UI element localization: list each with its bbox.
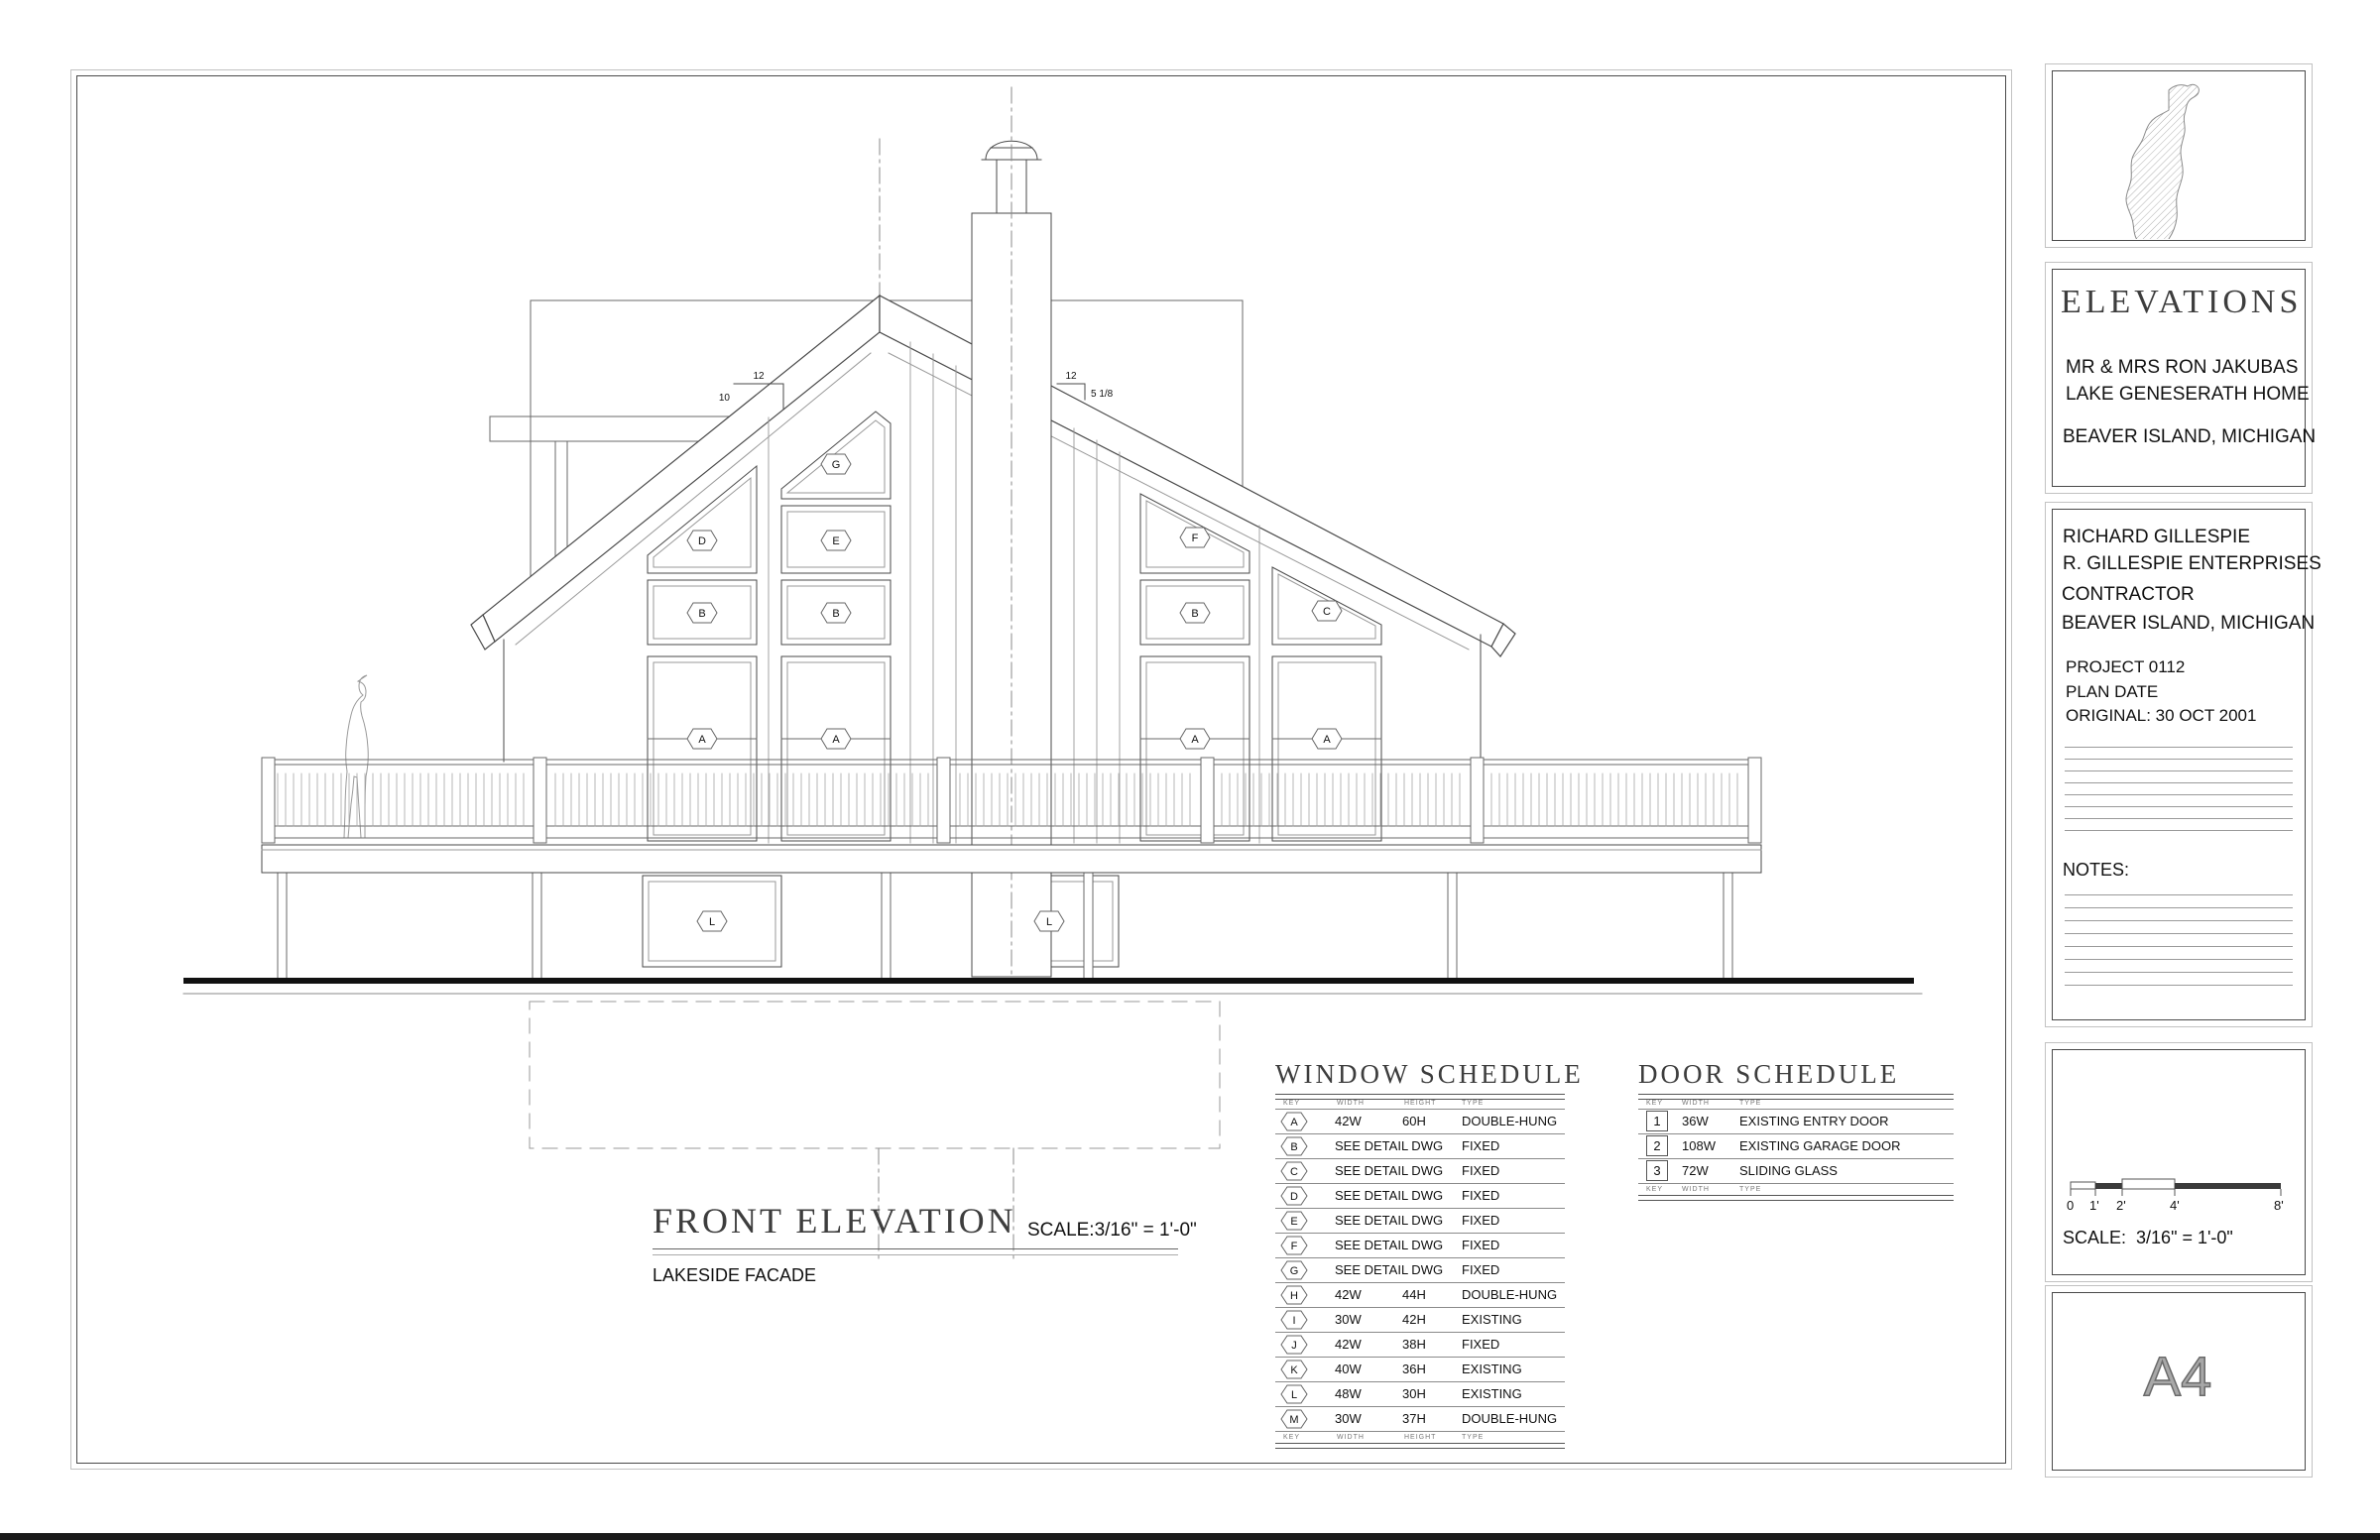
pitch-right-rise: 5 1/8 (1091, 389, 1114, 400)
window-width: SEE DETAIL DWG (1335, 1213, 1444, 1228)
svg-text:B: B (1290, 1141, 1298, 1153)
door-width: 108W (1682, 1138, 1716, 1153)
drawing-title-underline (653, 1248, 1178, 1255)
window-width: 30W (1335, 1312, 1362, 1327)
contractor-line-4: BEAVER ISLAND, MICHIGAN (2062, 613, 2316, 634)
svg-text:K: K (1290, 1364, 1298, 1376)
island-shape (2126, 84, 2199, 239)
col-width: WIDTH (1682, 1100, 1710, 1107)
window-type: FIXED (1462, 1337, 1500, 1352)
door-type: EXISTING GARAGE DOOR (1739, 1138, 1901, 1153)
tag-l: L (708, 916, 716, 928)
door-type: SLIDING GLASS (1739, 1163, 1838, 1178)
door-type: EXISTING ENTRY DOOR (1739, 1114, 1889, 1128)
window-schedule-row (1275, 1406, 1565, 1431)
col-key: KEY (1646, 1186, 1664, 1193)
svg-text:L: L (1290, 1389, 1298, 1401)
window-type: EXISTING (1462, 1362, 1522, 1376)
svg-text:F: F (1290, 1241, 1298, 1252)
tag-g: G (831, 459, 841, 471)
door-key-box: 3 (1646, 1160, 1668, 1181)
contractor-line-1: RICHARD GILLESPIE (2063, 527, 2250, 547)
plan-date-value: ORIGINAL: 30 OCT 2001 (2066, 706, 2257, 725)
col-type: TYPE (1462, 1100, 1485, 1107)
col-width: WIDTH (1337, 1100, 1365, 1107)
window-width: SEE DETAIL DWG (1335, 1188, 1444, 1203)
window-height: 60H (1402, 1114, 1426, 1128)
roof-left-slope (483, 296, 880, 642)
window-schedule-row (1275, 1208, 1565, 1233)
col-type: TYPE (1462, 1434, 1485, 1441)
window-type: DOUBLE-HUNG (1462, 1411, 1558, 1426)
svg-text:I: I (1292, 1315, 1296, 1327)
window-height: 36H (1402, 1362, 1426, 1376)
client-line-1: MR & MRS RON JAKUBAS (2066, 357, 2299, 378)
window-width: SEE DETAIL DWG (1335, 1163, 1444, 1178)
window-width: SEE DETAIL DWG (1335, 1238, 1444, 1252)
col-key: KEY (1283, 1434, 1301, 1441)
client-line-3: BEAVER ISLAND, MICHIGAN (2063, 426, 2317, 447)
pitch-left-rise: 10 (718, 393, 730, 404)
window-height: 38H (1402, 1337, 1426, 1352)
window-height: 42H (1402, 1312, 1426, 1327)
col-type: TYPE (1739, 1100, 1762, 1107)
window-schedule (1275, 1059, 1584, 1441)
col-key: KEY (1283, 1100, 1301, 1107)
window-type: DOUBLE-HUNG (1462, 1114, 1558, 1128)
col-key: KEY (1646, 1100, 1664, 1107)
svg-text:D: D (1290, 1191, 1298, 1203)
col-height: HEIGHT (1404, 1434, 1437, 1441)
door-schedule (1638, 1059, 1954, 1193)
window-type: FIXED (1462, 1262, 1500, 1277)
scale-tick-0: 0 (2067, 1198, 2075, 1213)
window-type: EXISTING (1462, 1312, 1522, 1327)
door-schedule-row (1638, 1109, 1954, 1133)
pitch-right-run: 12 (1065, 371, 1077, 382)
tag-c: C (1323, 606, 1331, 618)
tag-l: L (1045, 916, 1053, 928)
tag-b: B (832, 608, 840, 620)
tag-b: B (1191, 608, 1199, 620)
door-schedule-row (1638, 1133, 1954, 1158)
svg-text:A: A (1290, 1117, 1298, 1128)
door-key-box: 1 (1646, 1111, 1668, 1131)
drawing-subtitle: LAKESIDE FACADE (653, 1265, 817, 1285)
tag-a: A (1323, 734, 1331, 746)
door-width: 36W (1682, 1114, 1709, 1128)
notes-rules (2065, 894, 2293, 991)
svg-text:E: E (1290, 1216, 1298, 1228)
window-schedule-row (1275, 1307, 1565, 1332)
door-key-box: 2 (1646, 1135, 1668, 1156)
pitch-left-run: 12 (753, 371, 765, 382)
window-schedule-row (1275, 1257, 1565, 1282)
svg-text:H: H (1290, 1290, 1298, 1302)
window-schedule-row (1275, 1282, 1565, 1307)
project-title: ELEVATIONS (2061, 284, 2303, 320)
window-type: FIXED (1462, 1238, 1500, 1252)
tag-f: F (1191, 533, 1199, 544)
window-schedule-row (1275, 1233, 1565, 1257)
col-width: WIDTH (1682, 1186, 1710, 1193)
window-height: 37H (1402, 1411, 1426, 1426)
window-type: FIXED (1462, 1213, 1500, 1228)
sheet-number: A4 (2143, 1345, 2212, 1407)
window-schedule-title: WINDOW SCHEDULE (1275, 1059, 1584, 1089)
door-schedule-row (1638, 1158, 1954, 1183)
project-number: PROJECT 0112 (2066, 657, 2186, 676)
col-width: WIDTH (1337, 1434, 1365, 1441)
svg-text:G: G (1289, 1265, 1299, 1277)
svg-text:C: C (1290, 1166, 1298, 1178)
window-type: EXISTING (1462, 1386, 1522, 1401)
plan-date-label: PLAN DATE (2066, 682, 2159, 701)
client-line-2: LAKE GENESERATH HOME (2066, 384, 2310, 405)
window-schedule-row (1275, 1183, 1565, 1208)
door-schedule-title: DOOR SCHEDULE (1638, 1059, 1900, 1089)
col-type: TYPE (1739, 1186, 1762, 1193)
svg-text:J: J (1291, 1340, 1297, 1352)
window-type: FIXED (1462, 1188, 1500, 1203)
notes-label: NOTES: (2063, 860, 2130, 880)
door-width: 72W (1682, 1163, 1709, 1178)
window-type: FIXED (1462, 1163, 1500, 1178)
drawing-title: FRONT ELEVATION (653, 1201, 1016, 1241)
window-height: 44H (1402, 1287, 1426, 1302)
window-width: 30W (1335, 1411, 1362, 1426)
window-type: DOUBLE-HUNG (1462, 1287, 1558, 1302)
tag-a: A (1191, 734, 1199, 746)
scale-tick-1: 1' (2089, 1198, 2099, 1213)
contractor-line-2: R. GILLESPIE ENTERPRISES (2063, 553, 2321, 574)
window-schedule-row (1275, 1133, 1565, 1158)
window-width: SEE DETAIL DWG (1335, 1138, 1444, 1153)
scale-tick-4: 4' (2170, 1198, 2180, 1213)
window-schedule-row (1275, 1357, 1565, 1381)
window-height: 30H (1402, 1386, 1426, 1401)
svg-text:M: M (1289, 1414, 1299, 1426)
window-schedule-row (1275, 1158, 1565, 1183)
window-schedule-row (1275, 1332, 1565, 1357)
tag-e: E (832, 535, 840, 547)
window-width: SEE DETAIL DWG (1335, 1262, 1444, 1277)
scale-tick-2: 2' (2116, 1198, 2126, 1213)
contractor-line-3: CONTRACTOR (2062, 584, 2195, 605)
deck-fascia (262, 845, 1761, 873)
tag-a: A (832, 734, 840, 746)
deck-balusters (278, 773, 1737, 826)
window-width: 40W (1335, 1362, 1362, 1376)
window-schedule-row (1275, 1381, 1565, 1406)
revision-rules (2065, 747, 2293, 832)
window-type: FIXED (1462, 1138, 1500, 1153)
col-height: HEIGHT (1404, 1100, 1437, 1107)
tag-a: A (698, 734, 706, 746)
window-width: 42W (1335, 1287, 1362, 1302)
window-width: 42W (1335, 1114, 1362, 1128)
window-schedule-row (1275, 1109, 1565, 1133)
tag-b: B (698, 608, 706, 620)
tag-d: D (698, 535, 706, 547)
foundation-dashed-outline (530, 1002, 1220, 1148)
island-map (2052, 70, 2304, 239)
scale-bar-label: SCALE: 3/16" = 1'-0" (2063, 1228, 2233, 1247)
window-width: 48W (1335, 1386, 1362, 1401)
drawing-scale-note: SCALE:3/16" = 1'-0" (1027, 1220, 1197, 1241)
ground-line (183, 978, 1914, 984)
scale-tick-8: 8' (2274, 1198, 2284, 1213)
window-width: 42W (1335, 1337, 1362, 1352)
